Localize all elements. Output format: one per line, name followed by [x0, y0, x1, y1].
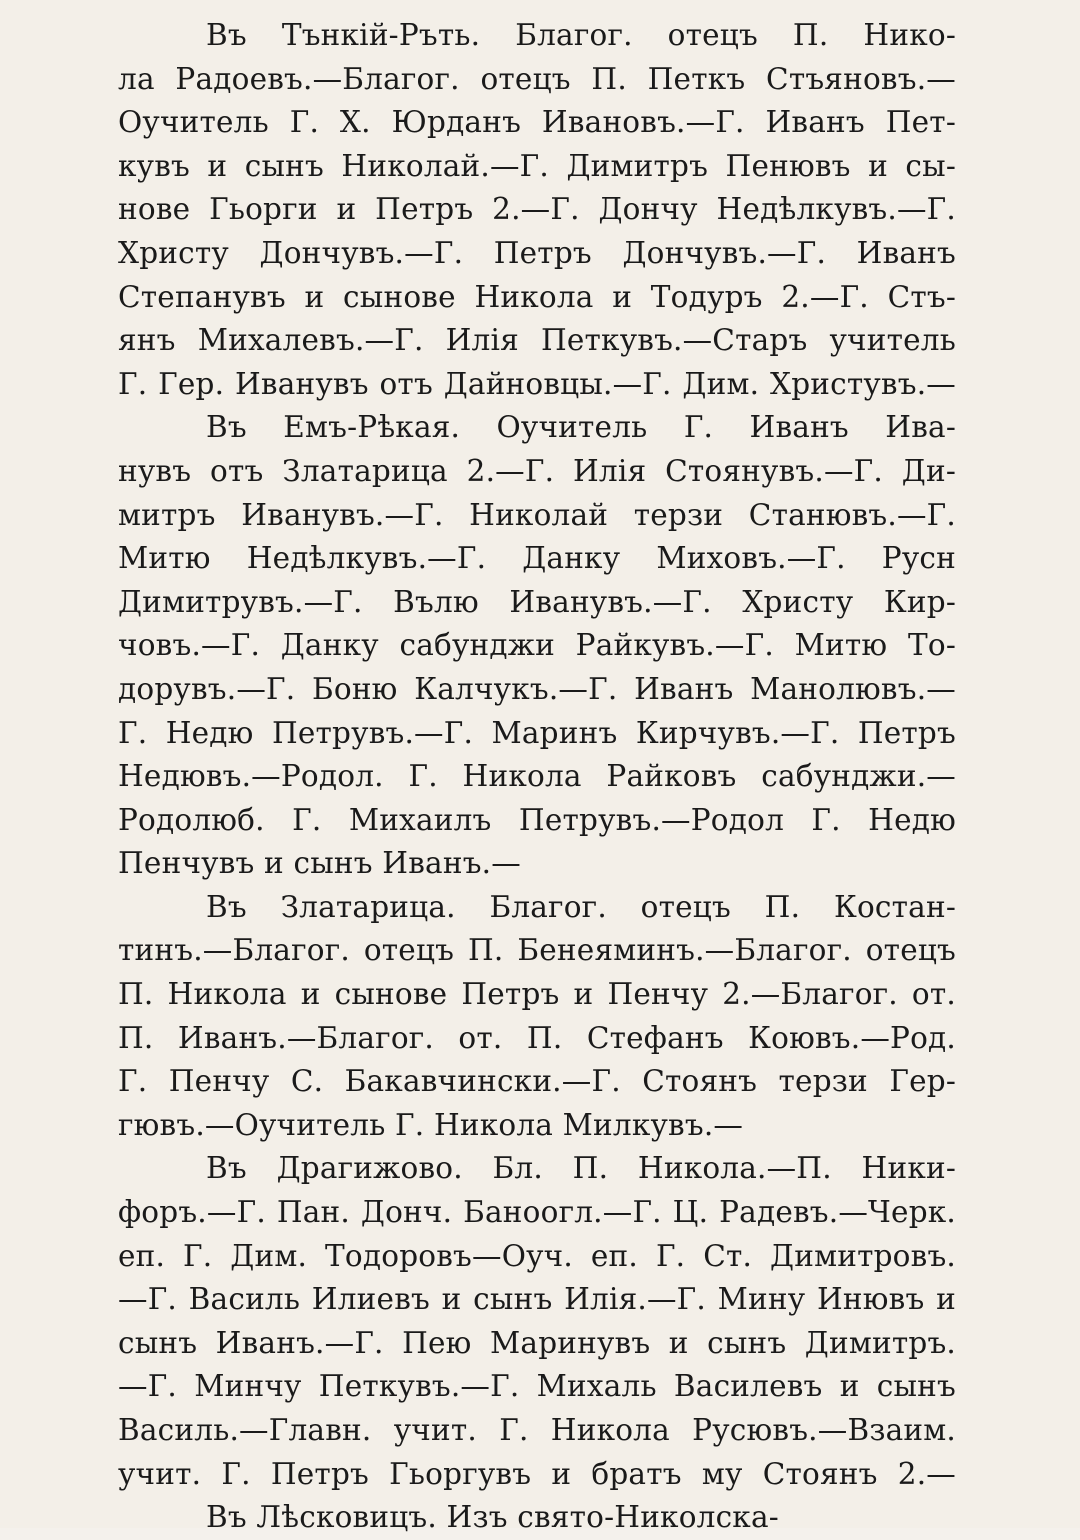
- text-line: Въ Драгижово. Бл. П. Никола.—П. Ники-: [206, 1151, 956, 1186]
- text-line: дорувъ.—Г. Боню Калчукъ.—Г. Иванъ Манолювъ.—: [118, 671, 956, 706]
- text-line: Димитрувъ.—Г. Вълю Иванувъ.—Г. Христу Кир-: [118, 584, 956, 619]
- text-line: П. Никола и сынове Петръ и Пенчу 2.—Благог. от.: [118, 977, 956, 1012]
- text-line: сынъ Иванъ.—Г. Пею Маринувъ и сынъ Димитръ.: [118, 1325, 956, 1360]
- text-line: Г. Гер. Иванувъ отъ Дайновцы.—Г. Дим. Христувъ.—: [118, 366, 956, 401]
- text-line: Оучитель Г. Х. Юрданъ Ивановъ.—Г. Иванъ Пет-: [118, 105, 956, 140]
- text-line: форъ.—Г. Пан. Донч. Баноогл.—Г. Ц. Радевъ.—Черк.: [118, 1195, 956, 1230]
- text-line: Въ Тънкiй-Ръть. Благог. отецъ П. Нико-: [206, 18, 956, 52]
- text-line: Митю Недѣлкувъ.—Г. Данку Миховъ.—Г. Русн: [118, 541, 956, 576]
- text-line: П. Иванъ.—Благог. от. П. Стефанъ Коювъ.—Род.: [118, 1020, 956, 1055]
- text-line: Г. Пенчу С. Бакавчински.—Г. Стоянъ терзи Гер-: [118, 1064, 956, 1099]
- text-line: Недювъ.—Родол. Г. Никола Райковъ сабунджи.—: [118, 759, 956, 794]
- text-line: учит. Г. Петръ Гьоргувъ и братъ му Стоянъ 2.—: [118, 1456, 956, 1491]
- text-line: човъ.—Г. Данку сабунджи Райкувъ.—Г. Митю То-: [118, 628, 956, 663]
- text-line: Въ Емъ-Рѣкая. Оучитель Г. Иванъ Ива-: [206, 410, 956, 445]
- text-line: тинъ.—Благог. отецъ П. Бенеяминъ.—Благог. отецъ: [118, 933, 956, 968]
- text-line: кувъ и сынъ Николай.—Г. Димитръ Пенювъ и сы-: [118, 148, 956, 183]
- text-line: —Г. Василь Илиевъ и сынъ Илія.—Г. Мину Инювъ и: [118, 1282, 956, 1317]
- text-line: ла Радоевъ.—Благог. отецъ П. Петкъ Стъяновъ.—: [118, 61, 956, 96]
- text-line: Христу Дончувъ.—Г. Петръ Дончувъ.—Г. Иванъ: [118, 235, 956, 270]
- text-line: Въ Лѣсковицъ. Изъ свято-Николска-: [206, 1500, 779, 1535]
- text-line: Въ Златарица. Благог. отецъ П. Костан-: [206, 889, 956, 924]
- text-line: Василь.—Главн. учит. Г. Никола Русювъ.—Взаим.: [118, 1413, 956, 1447]
- text-line: еп. Г. Дим. Тодоровъ—Оуч. еп. Г. Ст. Димитровъ.: [118, 1238, 956, 1273]
- text-line: нувъ отъ Златарица 2.—Г. Илія Стоянувъ.—Г. Ди-: [118, 453, 956, 488]
- text-line: Степанувъ и сынове Никола и Тодуръ 2.—Г. Стъ-: [118, 279, 956, 314]
- text-line: Родолюб. Г. Михаилъ Петрувъ.—Родол Г. Недю: [118, 802, 956, 837]
- text-line: —Г. Минчу Петкувъ.—Г. Михаль Василевъ и сынъ: [118, 1369, 956, 1404]
- text-line: нове Гьорги и Петръ 2.—Г. Дончу Недѣлкувъ.—Г.: [118, 192, 956, 227]
- text-line: Г. Недю Петрувъ.—Г. Маринъ Кирчувъ.—Г. Петръ: [118, 715, 956, 750]
- text-line: гювъ.—Оучитель Г. Никола Милкувъ.—: [118, 1107, 744, 1142]
- text-line: янъ Михалевъ.—Г. Илія Петкувъ.—Старъ учитель: [118, 323, 956, 358]
- text-line: Пенчувъ и сынъ Иванъ.—: [118, 846, 521, 881]
- text-line: митръ Иванувъ.—Г. Николай терзи Станювъ.—Г.: [118, 497, 956, 532]
- subscriber-list-text: [118, 14, 968, 1540]
